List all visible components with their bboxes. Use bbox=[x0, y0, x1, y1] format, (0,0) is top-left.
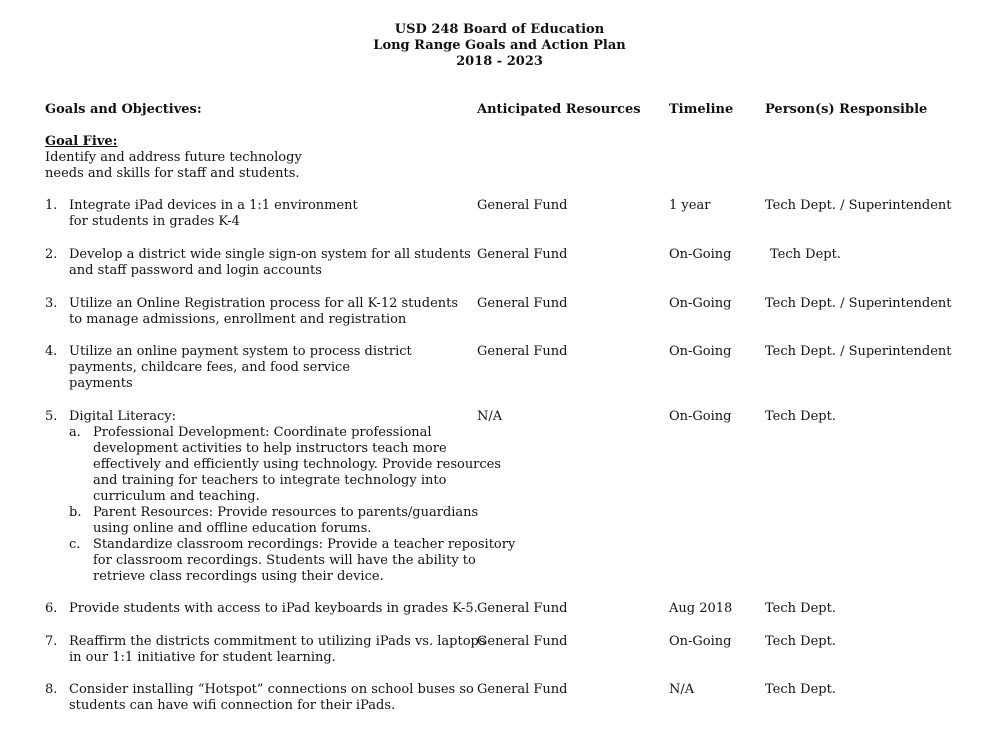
item-text bbox=[69, 296, 458, 328]
item-text bbox=[69, 682, 474, 714]
item-person: Tech Dept. bbox=[765, 682, 836, 697]
item-text-line: in our 1:1 initiative for student learning. bbox=[69, 650, 336, 665]
item-person: Tech Dept. bbox=[765, 634, 836, 649]
item-number: 2. bbox=[45, 247, 58, 262]
subitem-text-line: development activities to help instructors teach more bbox=[93, 441, 447, 456]
item-text-line: Utilize an Online Registration process for all K-12 students bbox=[69, 296, 459, 311]
item-text-line: to manage admissions, enrollment and registration bbox=[69, 312, 407, 327]
item-person: Tech Dept. / Superintendent bbox=[765, 344, 952, 359]
item-resource: General Fund bbox=[477, 682, 568, 697]
item-number: 8. bbox=[45, 682, 58, 697]
subitem-text-line: Professional Development: Coordinate professional bbox=[93, 425, 432, 440]
item-number: 5. bbox=[45, 409, 58, 424]
item-text bbox=[69, 247, 471, 279]
item-resource: N/A bbox=[477, 409, 503, 424]
subitem-letter: b. bbox=[69, 505, 82, 520]
item-text-line: payments bbox=[69, 376, 133, 391]
item-resource: General Fund bbox=[477, 634, 568, 649]
item-resource: General Fund bbox=[477, 247, 568, 262]
item-number: 6. bbox=[45, 601, 58, 616]
item-timeline: N/A bbox=[669, 682, 695, 697]
subitem-text-line: Parent Resources: Provide resources to parents/guardians bbox=[93, 505, 479, 520]
item-text bbox=[69, 344, 412, 392]
subitem-letter: c. bbox=[69, 537, 81, 552]
item-text-line: students can have wifi connection for their iPads. bbox=[69, 698, 396, 713]
goal-title: Goal Five: bbox=[45, 134, 118, 149]
item-timeline: On-Going bbox=[669, 409, 732, 424]
item-timeline: 1 year bbox=[669, 198, 711, 213]
item-text-line: Consider installing “Hotspot” connections on school buses so bbox=[69, 682, 474, 697]
item-text bbox=[69, 634, 486, 666]
item-timeline: On-Going bbox=[669, 247, 732, 262]
goal-description bbox=[45, 150, 302, 182]
item-text-line: and staff password and login accounts bbox=[69, 263, 322, 278]
column-header-timeline: Timeline bbox=[669, 102, 734, 117]
item-person: Tech Dept. / Superintendent bbox=[765, 296, 952, 311]
item-timeline: On-Going bbox=[669, 296, 732, 311]
item-resource: General Fund bbox=[477, 601, 568, 616]
item-person: Tech Dept. / Superintendent bbox=[765, 198, 952, 213]
item-person: Tech Dept. bbox=[765, 409, 836, 424]
subitem-text-line: retrieve class recordings using their device. bbox=[93, 569, 384, 584]
subitem-text-line: effectively and efficiently using technology. Provide resources bbox=[93, 457, 502, 472]
subitem-text-line: for classroom recordings. Students will have the ability to bbox=[93, 553, 476, 568]
column-header-goals: Goals and Objectives: bbox=[45, 102, 202, 117]
item-timeline: On-Going bbox=[669, 634, 732, 649]
item-resource: General Fund bbox=[477, 198, 568, 213]
column-header-resources: Anticipated Resources bbox=[477, 102, 641, 117]
item-number: 7. bbox=[45, 634, 58, 649]
subitem-text-line: using online and offline education forums. bbox=[93, 521, 372, 536]
item-timeline: On-Going bbox=[669, 344, 732, 359]
subitem-text-line: and training for teachers to integrate technology into bbox=[93, 473, 447, 488]
subitem-text bbox=[93, 425, 501, 505]
subitem-text bbox=[93, 505, 478, 537]
item-number: 3. bbox=[45, 296, 58, 311]
item-text-line: Integrate iPad devices in a 1:1 environment bbox=[69, 198, 358, 213]
item-timeline: Aug 2018 bbox=[669, 601, 733, 616]
item-number: 4. bbox=[45, 344, 58, 359]
item-resource: General Fund bbox=[477, 344, 568, 359]
document-title: USD 248 Board of Education bbox=[394, 22, 605, 37]
goal-description-line: needs and skills for staff and students. bbox=[45, 166, 300, 181]
item-text-line: for students in grades K-4 bbox=[69, 214, 240, 229]
column-header-persons: Person(s) Responsible bbox=[765, 102, 928, 117]
subitem-text bbox=[93, 537, 515, 585]
item-resource: General Fund bbox=[477, 296, 568, 311]
item-person: Tech Dept. bbox=[765, 601, 836, 616]
goal-description-line: Identify and address future technology bbox=[45, 150, 302, 165]
item-person: Tech Dept. bbox=[770, 247, 841, 262]
subitem-text-line: Standardize classroom recordings: Provide a teacher repository bbox=[93, 537, 516, 552]
subitem-letter: a. bbox=[69, 425, 81, 440]
item-text-line: Utilize an online payment system to process district bbox=[69, 344, 412, 359]
item-text: Digital Literacy: bbox=[69, 409, 177, 424]
item-text: Provide students with access to iPad keyboards in grades K-5. bbox=[69, 601, 478, 616]
document-years: 2018 - 2023 bbox=[456, 54, 543, 69]
item-text-line: Develop a district wide single sign-on system for all students bbox=[69, 247, 471, 262]
subitem-text-line: curriculum and teaching. bbox=[93, 489, 260, 504]
item-text-line: payments, childcare fees, and food service bbox=[69, 360, 351, 375]
item-text-line: Reaffirm the districts commitment to utilizing iPads vs. laptops bbox=[69, 634, 486, 649]
document-subtitle: Long Range Goals and Action Plan bbox=[373, 38, 626, 53]
item-text bbox=[69, 198, 358, 230]
item-number: 1. bbox=[45, 198, 58, 213]
